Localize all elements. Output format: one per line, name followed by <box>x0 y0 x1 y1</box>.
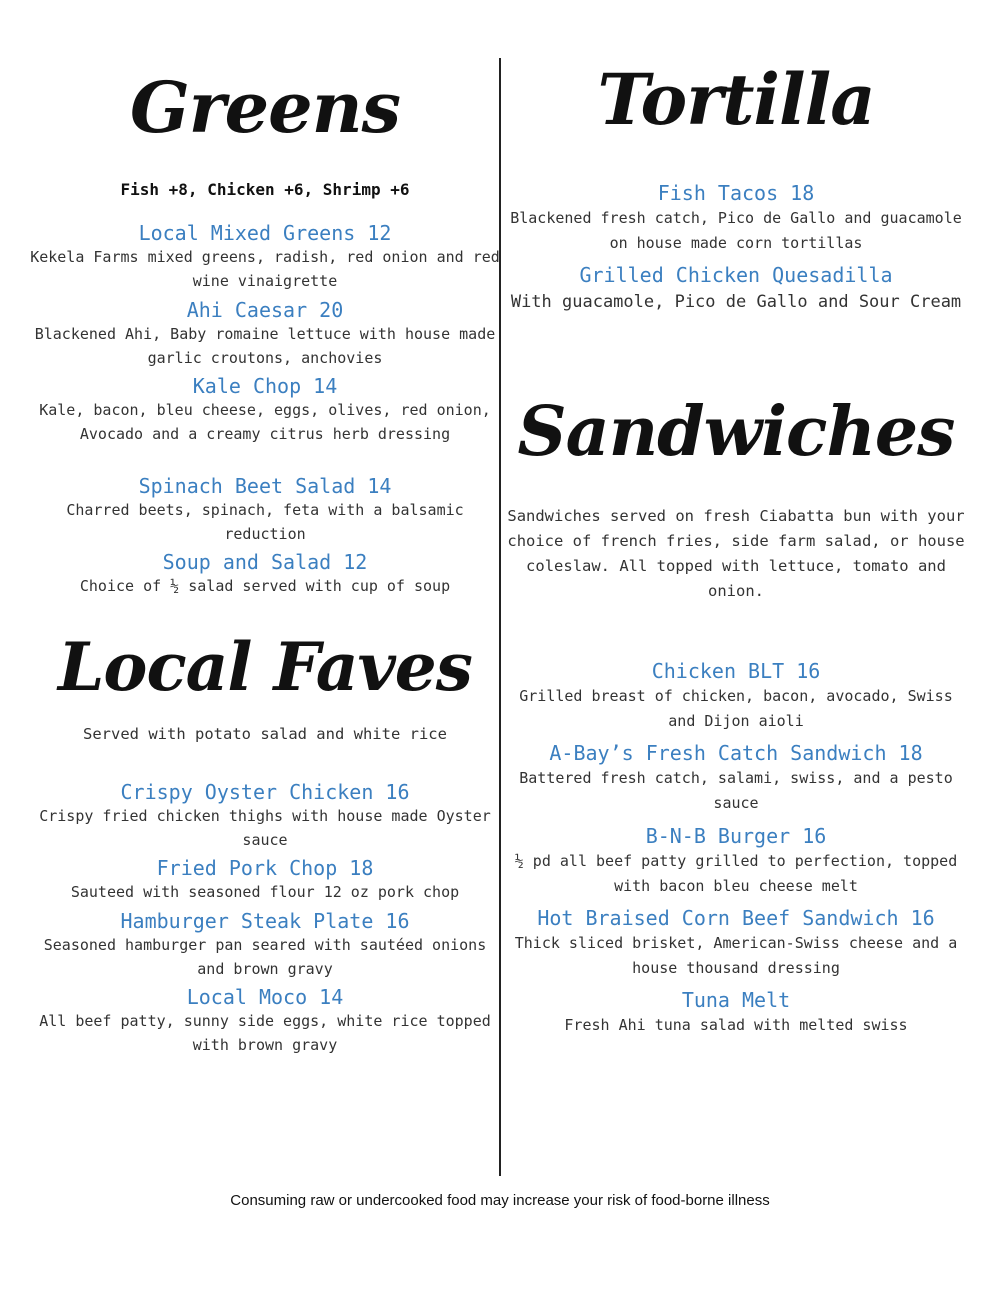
item-title: Soup and Salad 12 <box>162 550 368 574</box>
greens-addons: Fish +8, Chicken +6, Shrimp +6 <box>120 180 410 199</box>
sandwiches-heading: Sandwiches <box>517 392 955 472</box>
menu-item <box>30 220 500 293</box>
menu-item <box>30 779 500 852</box>
menu-item <box>30 473 500 546</box>
menu-item <box>502 987 970 1038</box>
menu-item <box>502 180 970 256</box>
menu-item <box>30 549 500 599</box>
item-description: Crispy fried chicken thighs with house made Oyster sauce <box>39 807 491 849</box>
item-title: A-Bay’s Fresh Catch Sandwich 18 <box>549 741 923 765</box>
item-title: Crispy Oyster Chicken 16 <box>120 780 410 804</box>
tortilla-heading: Tortilla <box>597 58 875 141</box>
item-description: Kekela Farms mixed greens, radish, red onion and red wine vinaigrette <box>30 248 500 290</box>
item-description: Choice of ½ salad served with cup of soup <box>79 577 451 595</box>
item-title: B-N-B Burger 16 <box>645 824 827 848</box>
menu-item <box>502 262 970 316</box>
item-description: Charred beets, spinach, feta with a balsamic reduction <box>66 501 464 543</box>
item-description: All beef patty, sunny side eggs, white rice topped with brown gravy <box>39 1012 491 1054</box>
item-description: Sauteed with seasoned flour 12 oz pork chop <box>70 883 460 901</box>
item-description: Kale, bacon, bleu cheese, eggs, olives, red onion, Avocado and a creamy citrus herb dressing <box>39 401 491 443</box>
item-description: Fresh Ahi tuna salad with melted swiss <box>564 1016 908 1034</box>
menu-item <box>30 984 500 1057</box>
item-title: Local Moco 14 <box>186 985 344 1009</box>
item-description: ½ pd all beef patty grilled to perfection, topped with bacon bleu cheese melt <box>514 852 958 895</box>
menu-item <box>30 855 500 905</box>
local-faves-heading: Local Faves <box>58 628 472 706</box>
item-description: Grilled breast of chicken, bacon, avocado, Swiss and Dijon aioli <box>519 687 953 730</box>
menu-item <box>502 823 970 899</box>
menu-item <box>502 658 970 734</box>
menu-item <box>30 373 500 446</box>
item-description: Seasoned hamburger pan seared with sautéed onions and brown gravy <box>43 936 487 978</box>
item-description: Thick sliced brisket, American-Swiss cheese and a house thousand dressing <box>514 934 958 977</box>
menu-item <box>502 905 970 981</box>
menu-item <box>30 908 500 981</box>
item-description: Battered fresh catch, salami, swiss, and a pesto sauce <box>519 769 953 812</box>
item-title: Kale Chop 14 <box>192 374 338 398</box>
item-title: Tuna Melt <box>681 988 791 1012</box>
food-safety-disclaimer: Consuming raw or undercooked food may increase your risk of food-borne illness <box>230 1192 770 1209</box>
item-title: Chicken BLT 16 <box>651 659 821 683</box>
item-title: Grilled Chicken Quesadilla <box>579 263 893 287</box>
item-title: Spinach Beet Salad 14 <box>138 474 392 498</box>
item-title: Fried Pork Chop 18 <box>156 856 374 880</box>
item-title: Local Mixed Greens 12 <box>138 221 392 245</box>
item-title: Hot Braised Corn Beef Sandwich 16 <box>537 906 935 930</box>
menu-item <box>502 740 970 816</box>
menu-item <box>30 297 500 370</box>
item-title: Ahi Caesar 20 <box>186 298 344 322</box>
sandwiches-intro: Sandwiches served on fresh Ciabatta bun with your choice of french fries, side farm salad, or house coleslaw. All topped with lettuce, tomato and onion. <box>507 507 965 600</box>
item-description: With guacamole, Pico de Gallo and Sour Cream <box>510 292 962 312</box>
greens-heading: Greens <box>129 66 401 149</box>
item-title: Hamburger Steak Plate 16 <box>120 909 410 933</box>
local-faves-intro: Served with potato salad and white rice <box>83 725 447 743</box>
item-title: Fish Tacos 18 <box>657 181 815 205</box>
item-description: Blackened Ahi, Baby romaine lettuce with house made garlic croutons, anchovies <box>34 325 496 367</box>
item-description: Blackened fresh catch, Pico de Gallo and guacamole on house made corn tortillas <box>510 209 962 252</box>
